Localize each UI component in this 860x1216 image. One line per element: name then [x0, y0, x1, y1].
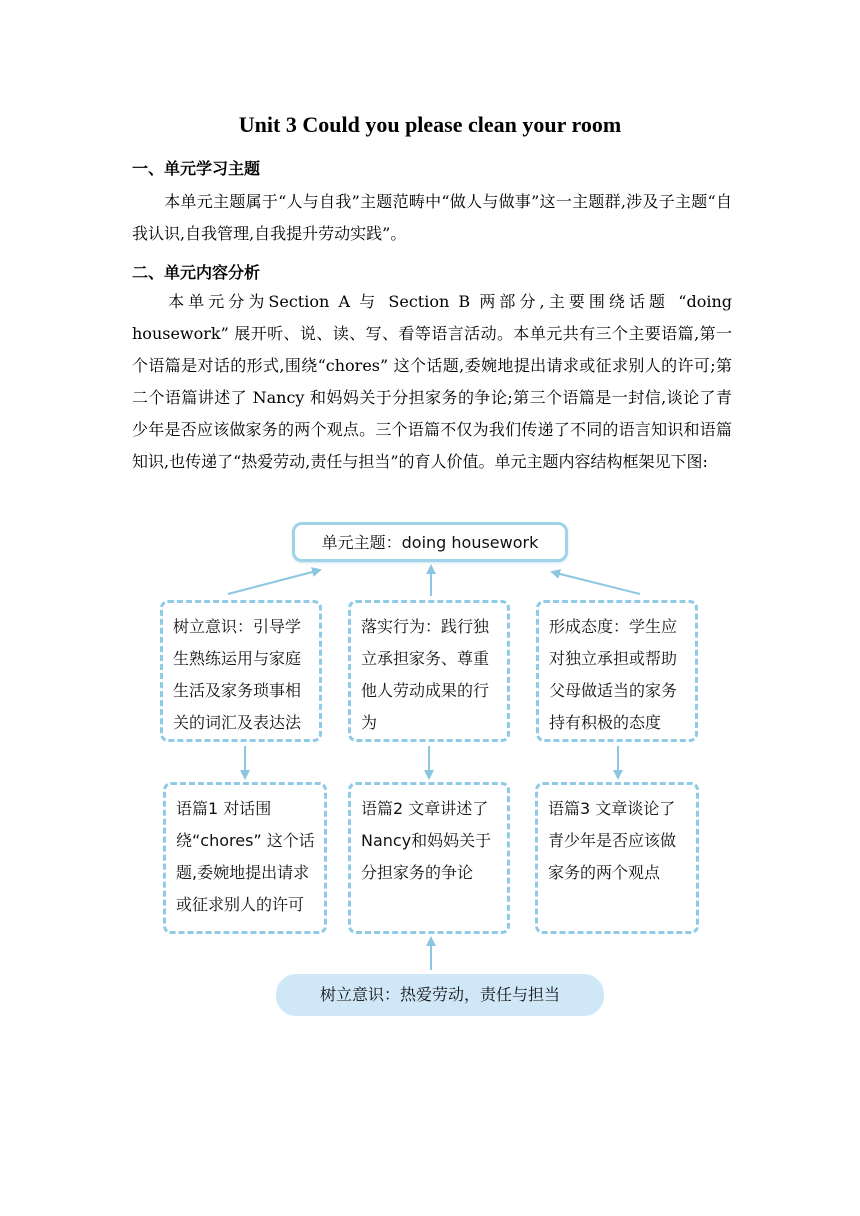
text3-box: 语篇3 文章谈论了青少年是否应该做家务的两个观点	[535, 782, 699, 934]
theme-text: 本单元主题属于“人与自我”主题范畴中“做人与做事”这一主题群,涉及子主题“自我认识,自我管理,自我提升劳动实践”。	[132, 192, 732, 243]
attitude-box: 形成态度：学生应对独立承担或帮助父母做适当的家务持有积极的态度	[536, 600, 698, 742]
action-box: 落实行为：践行独立承担家务、尊重他人劳动成果的行为	[348, 600, 510, 742]
section-heading-theme: 一、单元学习主题	[132, 159, 261, 178]
page-title: Unit 3 Could you please clean your room	[238, 112, 622, 137]
section-heading-analysis: 二、单元内容分析	[132, 263, 261, 282]
analysis-text: 本单元分为Section A 与 Section B 两部分,主要围绕话题 “doing housework” 展开听、说、读、写、看等语言活动。本单元共有三个主要语篇,第一个语篇是对话的形式,围绕“chores” 这个话题,委婉地提出请求或征求别人的许可;第二个语篇讲述了 Nancy 和妈妈关于分担家务的争论;第三个语篇是一封信,谈论了青少年是否应该做家务的两个观点。三个语篇不仅为我们传递了不同的语言知识和语篇知识,也传递了“热爱劳动,责任与担当”的育人价值。单元主题内容结构框架见下图:	[132, 292, 732, 471]
section-text-analysis	[132, 286, 732, 478]
text2-box: 语篇2 文章讲述了Nancy和妈妈关于分担家务的争论	[348, 782, 510, 934]
text1-box: 语篇1 对话围绕“chores” 这个话题,委婉地提出请求或征求别人的许可	[163, 782, 327, 934]
awareness-box: 树立意识：引导学生熟练运用与家庭生活及家务琐事相关的词汇及表达法	[160, 600, 322, 742]
arrow-left-to-top	[228, 570, 320, 594]
arrow-right-to-top	[552, 572, 640, 594]
value-awareness-box: 树立意识：热爱劳动，责任与担当	[276, 974, 604, 1016]
section-text-theme	[132, 186, 732, 250]
unit-theme-box: 单元主题：doing housework	[292, 522, 568, 562]
